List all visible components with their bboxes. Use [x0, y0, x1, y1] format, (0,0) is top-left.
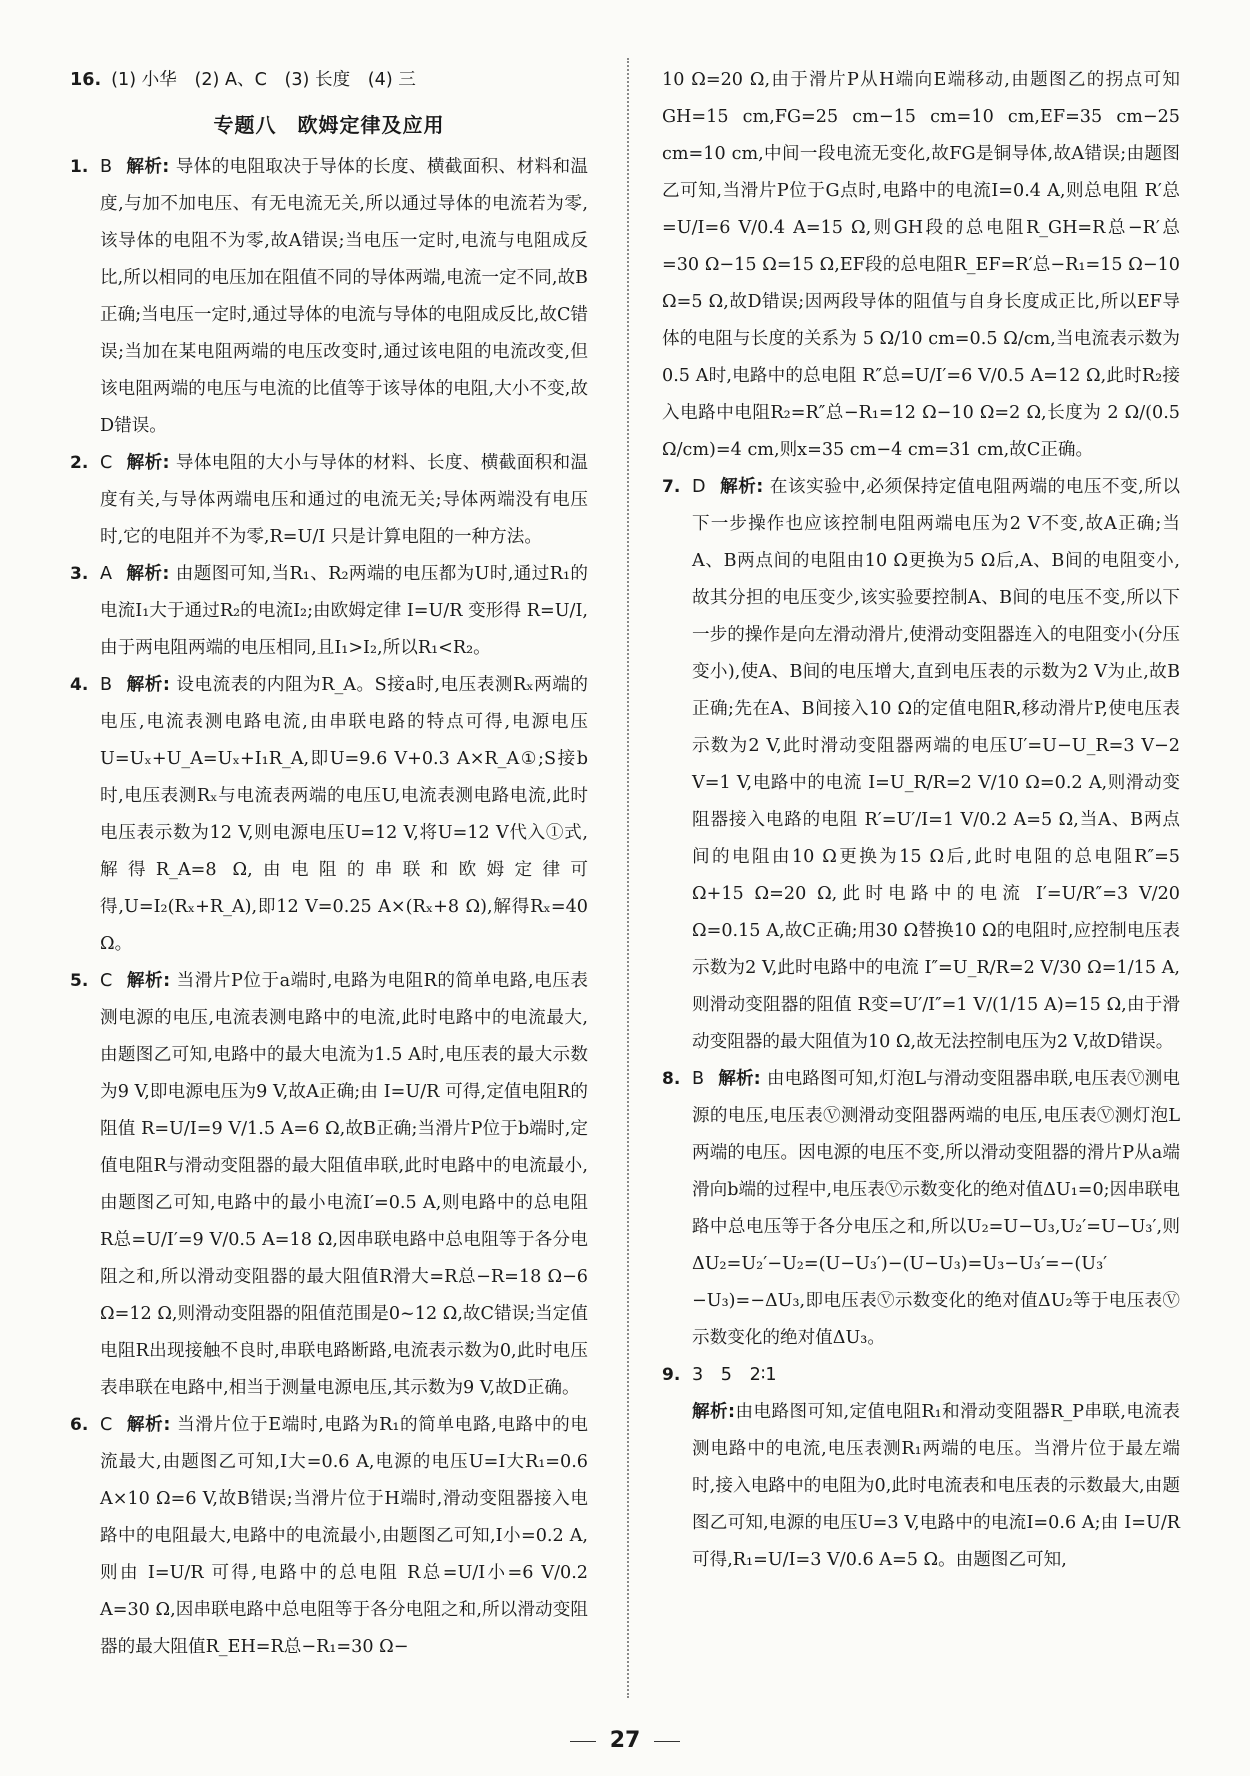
explanation-label: 解析:: [126, 157, 170, 177]
explanation-label: 解析:: [692, 1402, 736, 1422]
explanation-label: 解析:: [126, 564, 170, 584]
question-number: 7.: [662, 477, 681, 497]
question-16: [70, 62, 588, 99]
right-answer-list: [662, 469, 1180, 1394]
footer-dash-right: [654, 1741, 680, 1742]
answer-choice: B: [100, 675, 113, 695]
answer-item: [662, 1061, 1180, 1357]
answer-item: [70, 445, 588, 556]
column-divider: [627, 58, 629, 1698]
explanation-text: 设电流表的内阻为R_A。S接a时,电压表测Rₓ两端的电压,电流表测电路电流,由串联电路的特点可得,电源电压U=Uₓ+U_A=Uₓ+I₁R_A,即U=9.6 V+0.3 A×R_A①;S接b时,电压表测Rₓ与电流表两端的电压U,电流表测电路电流,此时电压表示数为12 V,则电源电压U=12 V,将U=12 V代入①式,解得R_A=8 Ω,由电阻的串联和欧姆定律可得,U=I₂(Rₓ+R_A),即12 V=0.25 A×(Rₓ+8 Ω),解得Rₓ=40 Ω。: [100, 675, 588, 954]
question-number: 16.: [70, 70, 102, 90]
answer-choice: B: [692, 1069, 705, 1089]
explanation-label: 解析:: [126, 675, 170, 695]
answer-item: [70, 667, 588, 963]
question-number: 6.: [70, 1415, 89, 1435]
question-number: 5.: [70, 971, 89, 991]
answer-item: [70, 556, 588, 667]
answer-item: [70, 963, 588, 1407]
explanation-label: 解析:: [126, 971, 171, 991]
answer-text: (1) 小华 (2) A、C (3) 长度 (4) 三: [111, 70, 416, 90]
explanation-text: 由电路图可知,灯泡L与滑动变阻器串联,电压表Ⓥ测电源的电压,电压表Ⓥ测滑动变阻器两端的电压,电压表Ⓥ测灯泡L两端的电压。因电源的电压不变,所以滑动变阻器的滑片P从a端滑向b端的过程中,电压表Ⓥ示数变化的绝对值ΔU₁=0;因串联电路中总电压等于各分电压之和,所以U₂=U−U₃,U₂′=U−U₃′,则ΔU₂=U₂′−U₂=(U−U₃′)−(U−U₃)=U₃−U₃′=−(U₃′−U₃)=−ΔU₃,即电压表Ⓥ示数变化的绝对值ΔU₂等于电压表Ⓥ示数变化的绝对值ΔU₃。: [692, 1069, 1181, 1348]
explanation-label: 解析:: [126, 453, 170, 473]
explanation-text: 导体的电阻取决于导体的长度、横截面积、材料和温度,与加不加电压、有无电流无关,所以通过导体的电流若为零,该导体的电阻不为零,故A错误;当电压一定时,电流与电阻成反比,所以相同的电压加在阻值不同的导体两端,电流一定不同,故B正确;当电压一定时,通过导体的电流与导体的电阻成反比,故C错误;当加在某电阻两端的电压改变时,通过该电阻的电流改变,但该电阻两端的电压与电流的比值等于该导体的电阻,大小不变,故D错误。: [100, 157, 589, 436]
question-number: 3.: [70, 564, 89, 584]
answer-item: [662, 469, 1180, 1061]
left-column: [70, 62, 588, 1666]
question-number: 2.: [70, 453, 89, 473]
page-footer: [0, 1728, 1250, 1753]
answer-choice: B: [100, 157, 113, 177]
explanation-text: 导体电阻的大小与导体的材料、长度、横截面积和温度有关,与导体两端电压和通过的电流无关;导体两端没有电压时,它的电阻并不为零,R=U/I 只是计算电阻的一种方法。: [100, 453, 588, 547]
explanation-text: 当滑片P位于a端时,电路为电阻R的简单电路,电压表测电源的电压,电流表测电路中的电流,此时电路中的电流最大,由题图乙可知,电路中的最大电流为1.5 A时,电压表的最大示数为9 V,即电源电压为9 V,故A正确;由 I=U/R 可得,定值电阻R的阻值 R=U/I=9 V/1.5 A=6 Ω,故B正确;当滑片P位于b端时,定值电阻R与滑动变阻器的最大阻值串联,此时电路中的电流最小,由题图乙可知,电路中的最小电流I′=0.5 A,则电路中的总电阻 R总=U/I′=9 V/0.5 A=18 Ω,因串联电路中总电阻等于各分电阻之和,所以滑动变阻器的最大阻值R滑大=R总−R=18 Ω−6 Ω=12 Ω,则滑动变阻器的阻值范围是0~12 Ω,故C错误;当定值电阻R出现接触不良时,串联电路断路,电流表示数为0,此时电压表串联在电路中,相当于测量电源电压,其示数为9 V,故D正确。: [100, 971, 588, 1398]
footer-dash-left: [570, 1741, 596, 1742]
answer-choice: C: [100, 453, 113, 473]
left-answer-list: [70, 149, 588, 1666]
q6-continuation: 10 Ω=20 Ω,由于滑片P从H端向E端移动,由题图乙的拐点可知GH=15 cm,FG=25 cm−15 cm=10 cm,EF=35 cm−25 cm=10 cm,中间一段电流无变化,故FG是铜导体,故A错误;由题图乙可知,当滑片P位于G点时,电路中的电流I=0.4 A,则总电阻 R′总=U/I=6 V/0.4 A=15 Ω,则GH段的总电阻R_GH=R总−R′总=30 Ω−15 Ω=15 Ω,EF段的总电阻R_EF=R′总−R₁=15 Ω−10 Ω=5 Ω,故D错误;因两段导体的阻值与自身长度成正比,所以EF导体的电阻与长度的关系为 5 Ω/10 cm=0.5 Ω/cm,当电流表示数为0.5 A时,电路中的总电阻 R″总=U/I′=6 V/0.5 A=12 Ω,此时R₂接入电路中电阻R₂=R″总−R₁=12 Ω−10 Ω=2 Ω,长度为 2 Ω/(0.5 Ω/cm)=4 cm,则x=35 cm−4 cm=31 cm,故C正确。: [662, 70, 1180, 460]
question-number: 1.: [70, 157, 89, 177]
page-number: 27: [609, 1728, 641, 1753]
explanation-label: 解析:: [719, 477, 764, 497]
question-number: 9.: [662, 1365, 681, 1385]
answer-item: [70, 1407, 588, 1666]
explanation-label: 解析:: [126, 1415, 171, 1435]
answer-item: [662, 1357, 1180, 1394]
explanation-text: 由题图可知,当R₁、R₂两端的电压都为U时,通过R₁的电流I₁大于通过R₂的电流I₂;由欧姆定律 I=U/R 变形得 R=U/I,由于两电阻两端的电压相同,且I₁>I₂,所以R₁<R₂。: [100, 564, 588, 658]
answer-choice: D: [692, 477, 706, 497]
q9-explanation: [662, 1394, 1180, 1579]
answer-item: [70, 149, 588, 445]
answer-choice: C: [100, 971, 113, 991]
explanation-text: 当滑片位于E端时,电路为R₁的简单电路,电路中的电流最大,由题图乙可知,I大=0.6 A,电源的电压U=I大R₁=0.6 A×10 Ω=6 V,故B错误;当滑片位于H端时,滑动变阻器接入电路中的电阻最大,电路中的电流最小,由题图乙可知,I小=0.2 A,则由 I=U/R 可得,电路中的总电阻 R总=U/I小=6 V/0.2 A=30 Ω,因串联电路中总电阻等于各分电阻之和,所以滑动变阻器的最大阻值R_EH=R总−R₁=30 Ω−: [100, 1415, 588, 1657]
question-number: 4.: [70, 675, 89, 695]
answer-choice: A: [100, 564, 113, 584]
explanation-label: 解析:: [718, 1069, 761, 1089]
explanation-text: 由电路图可知,定值电阻R₁和滑动变阻器R_P串联,电流表测电路中的电流,电压表测R₁两端的电压。当滑片位于最左端时,接入电路中的电阻为0,此时电流表和电压表的示数最大,由题图乙可知,电源的电压U=3 V,电路中的电流I=0.6 A;由 I=U/R 可得,R₁=U/I=3 V/0.6 A=5 Ω。由题图乙可知,: [692, 1402, 1180, 1570]
answer-choice: 3 5 2∶1: [692, 1365, 777, 1385]
right-column: [662, 62, 1180, 1579]
question-number: 8.: [662, 1069, 681, 1089]
explanation-text: 在该实验中,必须保持定值电阻两端的电压不变,所以下一步操作也应该控制电阻两端电压为2 V不变,故A正确;当A、B两点间的电阻由10 Ω更换为5 Ω后,A、B间的电阻变小,故其分担的电压变少,该实验要控制A、B间的电压不变,所以下一步的操作是向左滑动滑片,使滑动变阻器连入的电阻变小(分压变小),使A、B间的电压增大,直到电压表的示数为2 V为止,故B正确;先在A、B间接入10 Ω的定值电阻R,移动滑片P,使电压表示数为2 V,此时滑动变阻器两端的电压U′=U−U_R=3 V−2 V=1 V,电路中的电流 I=U_R/R=2 V/10 Ω=0.2 A,则滑动变阻器接入电路的电阻 R′=U′/I=1 V/0.2 A=5 Ω,当A、B两点间的电阻由10 Ω更换为15 Ω后,此时电阻的总电阻R″=5 Ω+15 Ω=20 Ω,此时电路中的电流 I′=U/R″=3 V/20 Ω=0.15 A,故C正确;用30 Ω替换10 Ω的电阻时,应控制电压表示数为2 V,此时电路中的电流 I″=U_R/R=2 V/30 Ω=1/15 A,则滑动变阻器的阻值 R变=U′/I″=1 V/(1/15 A)=15 Ω,由于滑动变阻器的最大阻值为10 Ω,故无法控制电压为2 V,故D错误。: [692, 477, 1180, 1052]
answer-choice: C: [100, 1415, 113, 1435]
section-title: 专题八 欧姆定律及应用: [213, 113, 445, 137]
